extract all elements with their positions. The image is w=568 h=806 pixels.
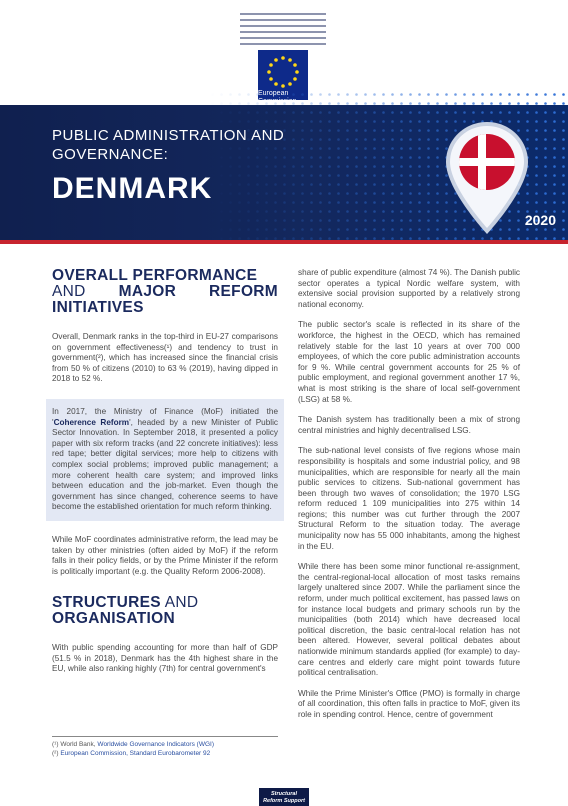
highlight-box-coherence-reform bbox=[46, 399, 284, 521]
footnote-number: (²) bbox=[52, 749, 59, 757]
title-part-1: STRUCTURES bbox=[52, 594, 161, 612]
structural-reform-support-badge bbox=[259, 788, 309, 806]
cover-header bbox=[0, 0, 568, 240]
paragraph: While the Prime Minister's Office (PMO) is formally in charge of all coordination, this often falls in practice to MoF, given its role in spending control. Hence, centre of government bbox=[298, 688, 520, 719]
page-title: DENMARK bbox=[52, 172, 213, 205]
paragraph: The Danish system has traditionally been a mix of strong central ministries and highly decentralised LSG. bbox=[298, 415, 520, 435]
paragraph: While there has been some minor functional re-assignment, the central-regional-local allocation of most tasks remains largely unaltered since 2007. While the parliament since the reform, under much political excitement, has passed laws on for instance local budgets and primary schools run by the municipalities (both 2014) which have decreased local political discretion, the basic central-local relation has not been altered. However, several political debates about nationwide minimum standards applied (for example) to day-care centres and elderly care might point towards future political centralisation. bbox=[298, 562, 520, 678]
paragraph: While MoF coordinates administrative reform, the lead may be taken by other ministries (often aided by MoF) if the reform falls in their policy fields, or by the Prime Minister if the reform is politically important (e.g. the Quality Reform 2006-2008). bbox=[52, 534, 278, 576]
subtitle-line2: GOVERNANCE: bbox=[52, 146, 169, 163]
paragraph: Overall, Denmark ranks in the top-third in EU-27 comparisons on government effectiveness(¹) and tendency to trust in government(²), which has increased since the financial crisis from 50 % of citizens (2010) to 63 % (2019), having dipped in 2018 to 52 %. bbox=[52, 332, 278, 384]
badge-line2: Reform Support bbox=[263, 797, 305, 804]
left-column bbox=[52, 268, 278, 685]
year-label: 2020 bbox=[524, 212, 556, 228]
highlight-text-post: ', headed by a new Minister of Public Sector Innovation. In September 2018, it presented a policy paper with six reform tracks (and 22 concrete initiatives): less red tape; better digital services; more help to citizens with complex social problems; improved public management; a more coherent health care system; and improved links between education and the job-market. Even though the government has since changed, coherence seems to have become the established orientation for much reform thinking. bbox=[52, 417, 278, 512]
paragraph: The public sector's scale is reflected in its share of the workforce, the highest in the OECD, which has remained relatively stable for the last 10 years at over 700 000 employees, of which the core public administration accounts for 9 %. While central government accounts for 25 % of public employment, and regional government another 17 %, what is most striking is the share of local self-government (LSG) at 58 %. bbox=[298, 320, 520, 404]
badge-line1: Structural bbox=[271, 791, 297, 797]
title-part-3: ORGANISATION bbox=[52, 610, 176, 628]
header-subtitle bbox=[52, 126, 352, 164]
section-title-performance bbox=[52, 268, 278, 316]
subtitle-line1: PUBLIC ADMINISTRATION AND bbox=[52, 127, 285, 144]
title-part-1: OVERALL PERFORMANCE bbox=[52, 267, 258, 284]
section-title-structures bbox=[52, 595, 278, 627]
header-divider bbox=[0, 240, 568, 244]
title-part-2: AND bbox=[52, 283, 86, 300]
footnote-link-wgi[interactable]: Worldwide Governance Indicators (WGI) bbox=[97, 741, 214, 748]
paragraph: The sub-national level consists of five regions whose main responsibility is hospitals and some industrial policy, and 98 municipalities, which are responsible for nearly all the main public services to citizens. Sub-national government has been through two waves of consolidation; the 1970 LSG reform reduced 1 109 municipalities into 275 within 14 regions; this number was cut further through the 2007 Structural Reform to the situation today. The average municipality now has 55 000 inhabitants, among the highest in the EU. bbox=[298, 446, 520, 551]
title-part-3: MAJOR REFORM INITIATIVES bbox=[52, 283, 279, 316]
denmark-flag-pin bbox=[442, 118, 532, 238]
highlight-text-pre: In 2017, the Ministry of Finance (MoF) initiated the ' bbox=[52, 406, 278, 427]
right-column bbox=[298, 268, 520, 731]
footnotes bbox=[52, 736, 278, 758]
footnote-text: World Bank, bbox=[60, 741, 96, 748]
highlight-text bbox=[52, 407, 278, 513]
paragraph: share of public expenditure (almost 74 %). The Danish public sector operates a typical Nordic welfare system, with extensive social provision supported by a relatively strong national economy. bbox=[298, 268, 520, 309]
footnote-number: (¹) bbox=[52, 741, 59, 748]
footnote-2 bbox=[52, 750, 278, 759]
coherence-reform-term: Coherence Reform bbox=[53, 417, 130, 427]
title-part-2: AND bbox=[164, 594, 199, 612]
footnote-link-eurobarometer[interactable]: European Commission, Standard Eurobarometer 92 bbox=[60, 749, 211, 757]
footnote-1 bbox=[52, 741, 278, 750]
paragraph: With public spending accounting for more than half of GDP (51.5 % in 2018), Denmark has the 4th highest share in the EU, while also ranking highly (7th) for central government's bbox=[52, 643, 278, 674]
